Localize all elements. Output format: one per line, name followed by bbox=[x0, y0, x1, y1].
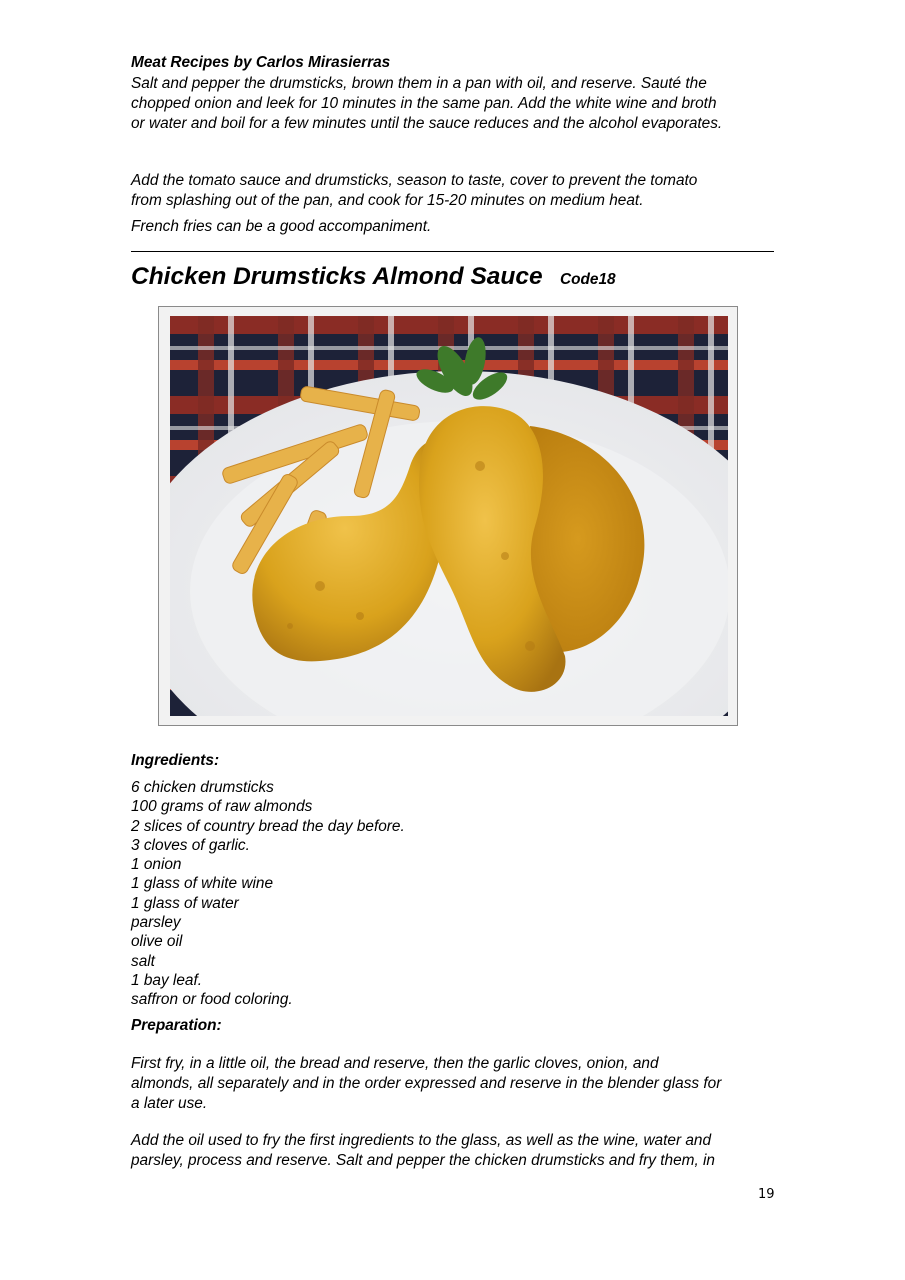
intro-paragraph-1 bbox=[131, 74, 722, 134]
preparation-paragraph-2 bbox=[131, 1131, 715, 1171]
list-item: salt bbox=[131, 952, 155, 970]
list-item: parsley bbox=[131, 914, 181, 932]
intro-paragraph-3: French fries can be a good accompaniment. bbox=[131, 218, 432, 235]
list-item: 100 grams of raw almonds bbox=[131, 798, 313, 816]
text-line: or water and boil for a few minutes until the sauce reduces and the alcohol evaporates. bbox=[131, 115, 723, 132]
intro-paragraph-2 bbox=[131, 171, 697, 211]
text-line: First fry, in a little oil, the bread and reserve, then the garlic cloves, onion, and bbox=[131, 1055, 659, 1072]
list-item: 6 chicken drumsticks bbox=[131, 779, 274, 796]
list-item: 3 cloves of garlic. bbox=[131, 836, 250, 854]
ingredients-list bbox=[131, 778, 405, 1010]
page-number: 19 bbox=[758, 1187, 775, 1202]
text-line: parsley, process and reserve. Salt and pepper the chicken drumsticks and fry them, in bbox=[131, 1152, 715, 1169]
list-item: saffron or food coloring. bbox=[131, 991, 293, 1009]
text-line: Salt and pepper the drumsticks, brown them in a pan with oil, and reserve. Sauté the bbox=[131, 75, 707, 92]
list-item: 1 bay leaf. bbox=[131, 971, 203, 989]
text-line: Add the tomato sauce and drumsticks, season to taste, cover to prevent the tomato bbox=[131, 172, 698, 189]
document-header: Meat Recipes by Carlos Mirasierras bbox=[131, 54, 391, 71]
section-divider bbox=[131, 251, 774, 252]
list-item: olive oil bbox=[131, 933, 183, 951]
recipe-code: Code18 bbox=[560, 271, 616, 288]
preparation-paragraph-1 bbox=[131, 1054, 721, 1114]
recipe-title: Chicken Drumsticks Almond Sauce bbox=[131, 263, 543, 290]
text-line: Add the oil used to fry the first ingredients to the glass, as well as the wine, water and bbox=[131, 1132, 712, 1149]
list-item: 1 glass of water bbox=[131, 894, 239, 912]
text-line: a later use. bbox=[131, 1095, 208, 1112]
preparation-heading: Preparation: bbox=[131, 1017, 222, 1034]
text-line: almonds, all separately and in the order expressed and reserve in the blender glass for bbox=[131, 1075, 722, 1092]
list-item: 2 slices of country bread the day before. bbox=[131, 817, 405, 835]
list-item: 1 glass of white wine bbox=[131, 875, 274, 893]
recipe-photo bbox=[158, 306, 738, 726]
list-item: 1 onion bbox=[131, 856, 182, 874]
text-line: chopped onion and leek for 10 minutes in the same pan. Add the white wine and broth bbox=[131, 95, 717, 112]
chicken-dish-illustration bbox=[170, 316, 728, 716]
ingredients-heading: Ingredients: bbox=[131, 752, 220, 769]
text-line: from splashing out of the pan, and cook for 15-20 minutes on medium heat. bbox=[131, 192, 644, 209]
